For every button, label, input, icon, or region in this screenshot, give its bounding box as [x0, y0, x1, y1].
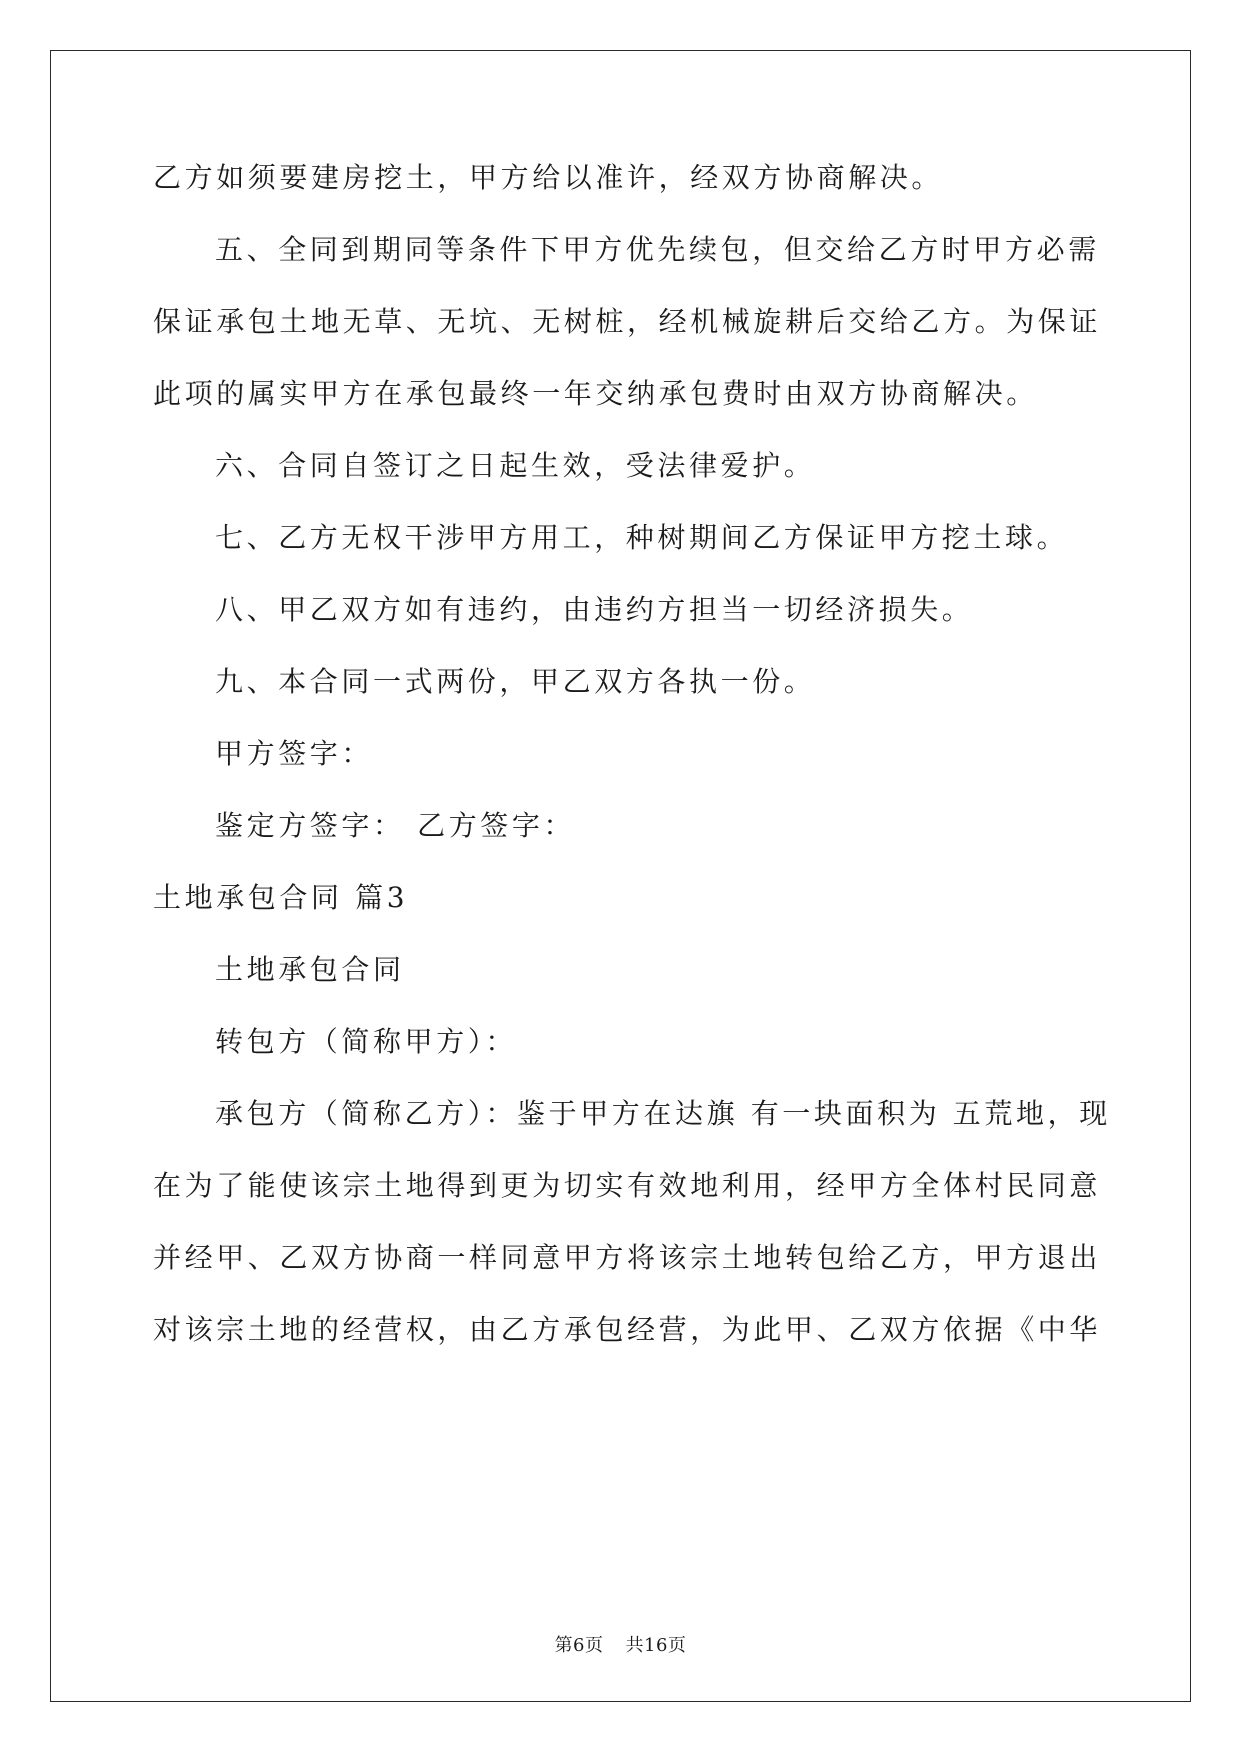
paragraph-line: 此项的属实甲方在承包最终一年交纳承包费时由双方协商解决。: [153, 377, 1038, 410]
signature-line-appraiser-party-b: 鉴定方签字： 乙方签字：: [215, 809, 576, 842]
page-border: [50, 50, 1191, 1702]
paragraph-line: 保证承包土地无草、无坑、无树桩，经机械旋耕后交给乙方。为保证: [153, 305, 1102, 338]
paragraph-line: 七、乙方无权干涉甲方用工，种树期间乙方保证甲方挖土球。: [215, 521, 1069, 554]
paragraph-line: 乙方如须要建房挖土，甲方给以准许，经双方协商解决。: [153, 161, 944, 194]
signature-line-party-a: 甲方签字：: [215, 737, 374, 770]
paragraph-line: 在为了能使该宗土地得到更为切实有效地利用，经甲方全体村民同意: [153, 1169, 1102, 1202]
paragraph-line: 八、甲乙双方如有违约，由违约方担当一切经济损失。: [215, 593, 974, 626]
page-footer: [0, 1631, 1241, 1657]
paragraph-line: 六、合同自签订之日起生效，受法律爱护。: [215, 449, 816, 482]
paragraph-line: 对该宗土地的经营权，由乙方承包经营，为此甲、乙双方依据《中华: [153, 1313, 1102, 1346]
paragraph-line: 九、本合同一式两份，甲乙双方各执一份。: [215, 665, 816, 698]
contract-title: 土地承包合同: [215, 953, 405, 986]
page-number-total: 共16页: [625, 1635, 687, 1656]
paragraph-line: 五、全同到期同等条件下甲方优先续包，但交给乙方时甲方必需: [215, 233, 1100, 266]
paragraph-line: 承包方（简称乙方）：鉴于甲方在达旗 有一块面积为 五荒地，现: [215, 1097, 1111, 1130]
section-heading: 土地承包合同 篇3: [153, 881, 409, 914]
paragraph-line: 转包方（简称甲方）：: [215, 1025, 518, 1058]
paragraph-line: 并经甲、乙双方协商一样同意甲方将该宗土地转包给乙方，甲方退出: [153, 1241, 1102, 1274]
page-number-current: 第6页: [554, 1635, 604, 1656]
